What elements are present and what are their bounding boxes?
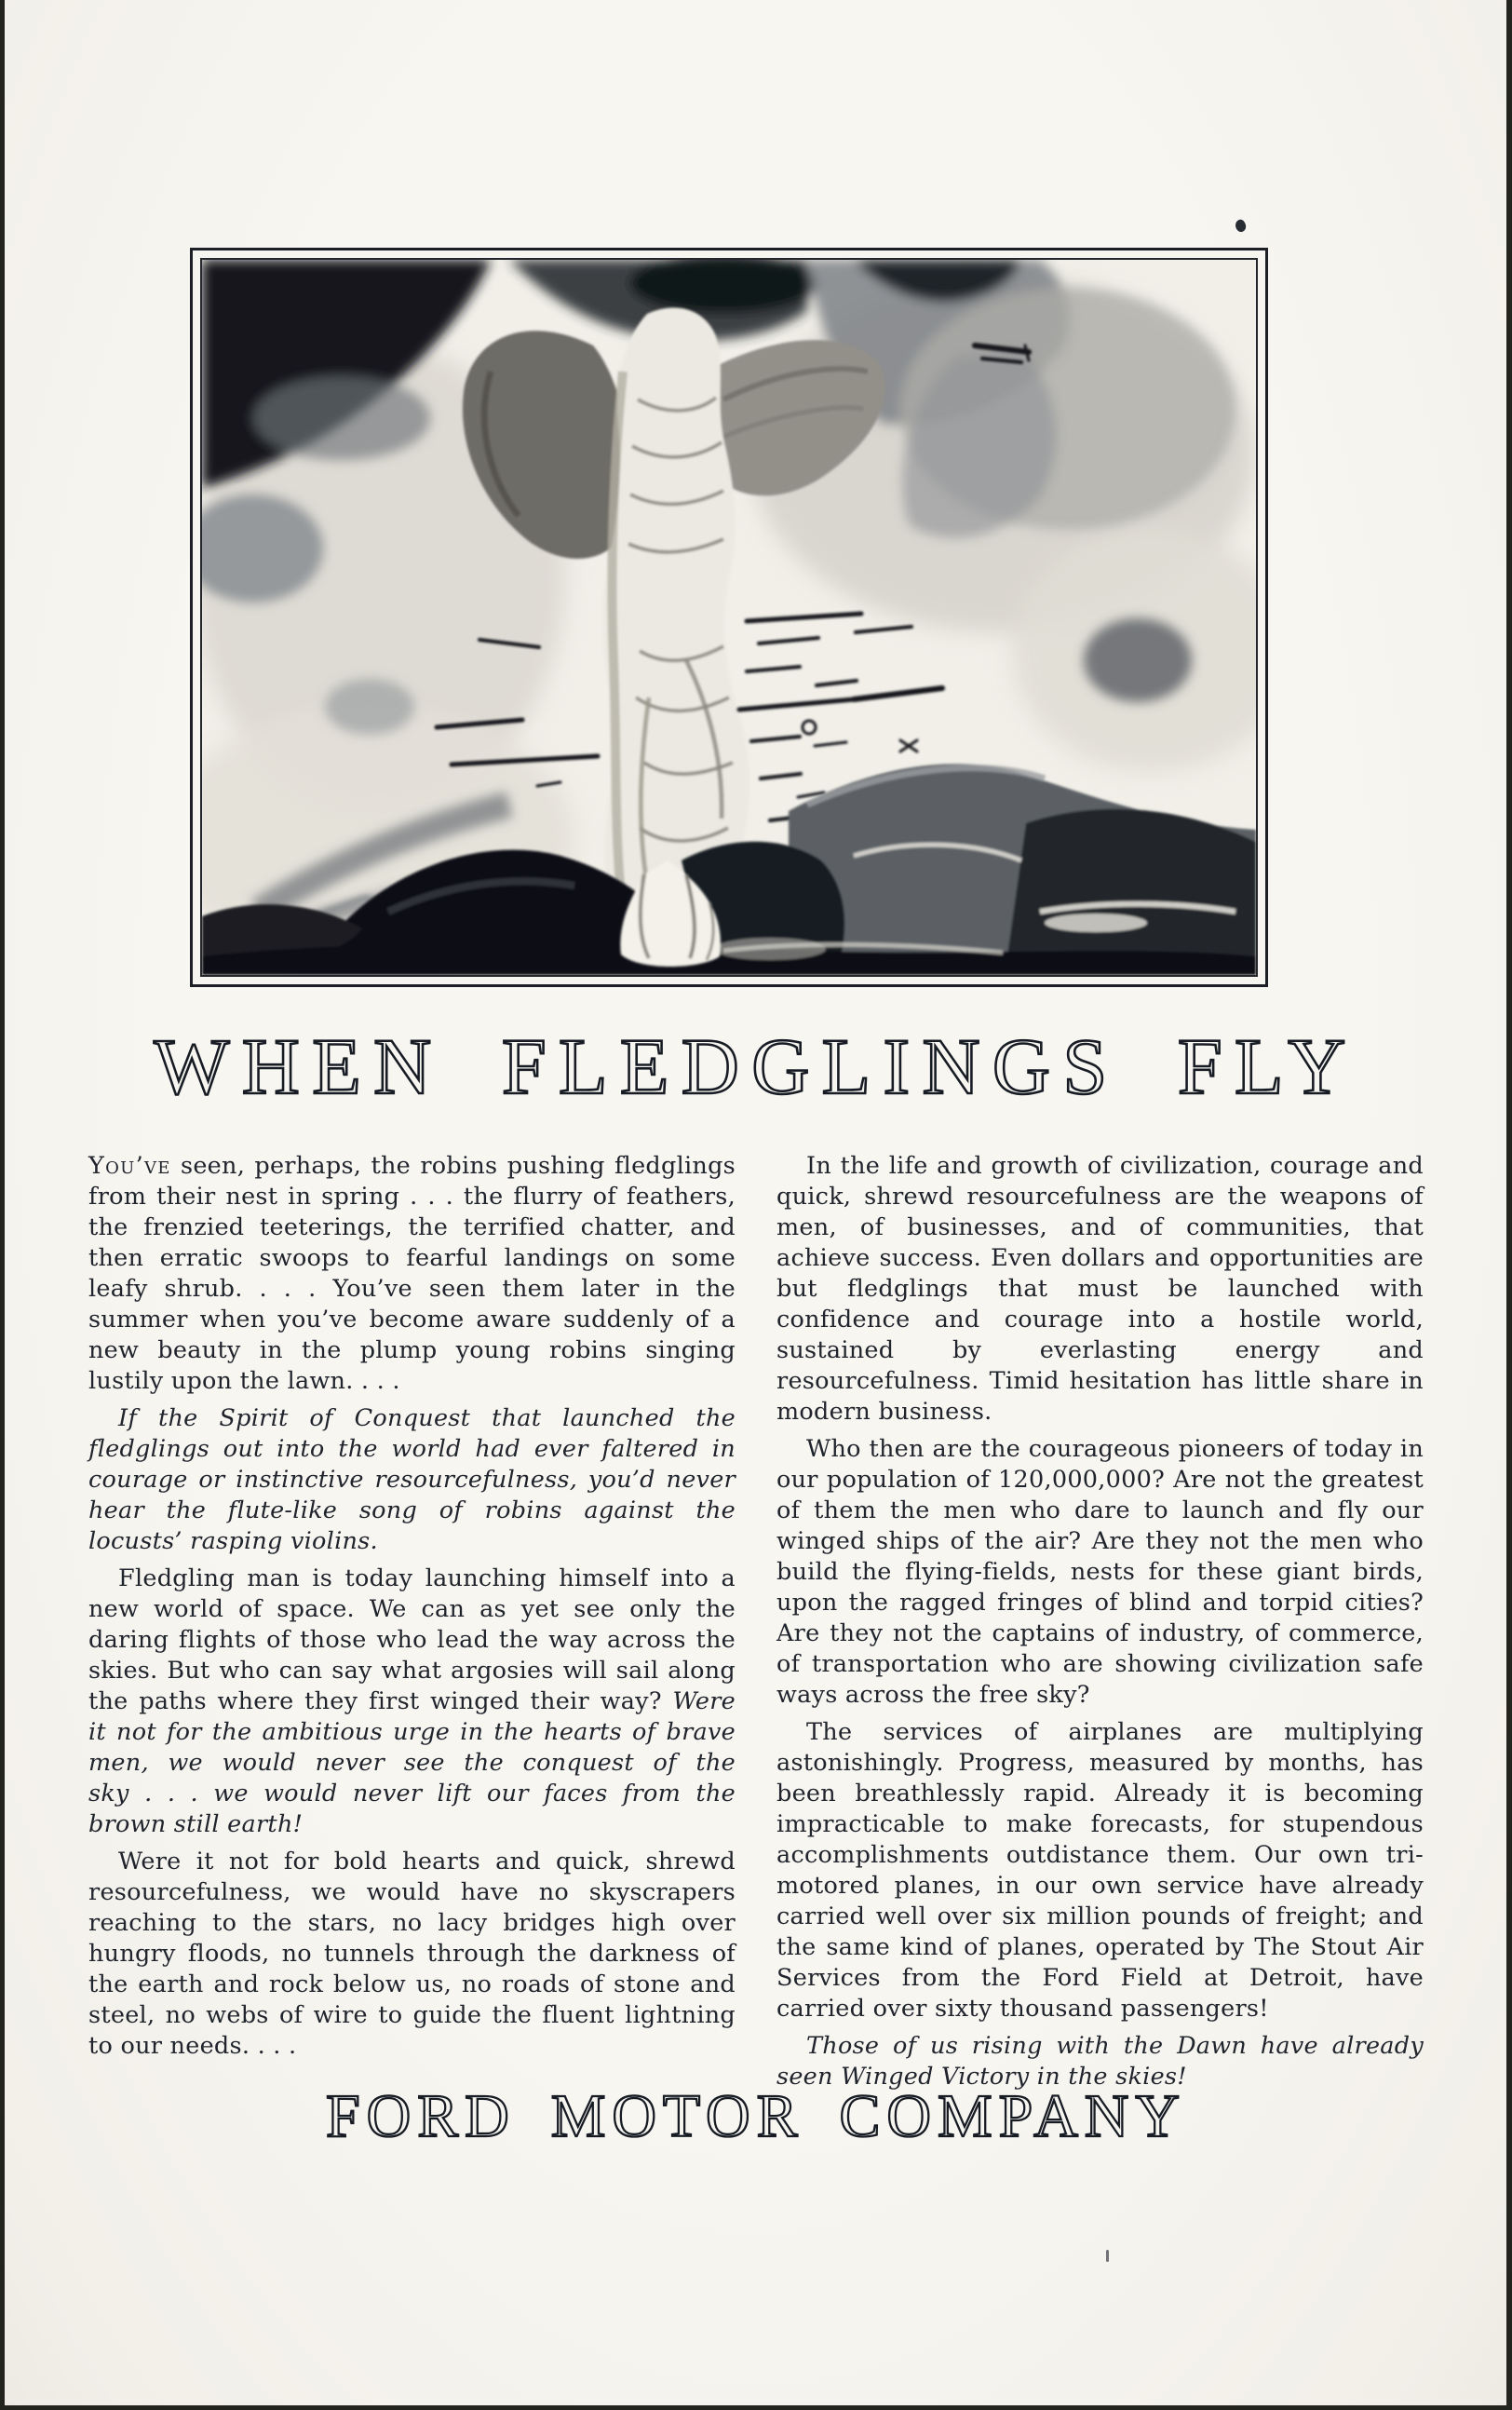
paragraph	[88, 1151, 736, 1397]
paragraph: The services of airplanes are multiplying astonishingly. Progress, measured by months, has been breathlessly rapid. Already it is becoming impracticable to make forecasts, for stupendous accomplishments outdistance them. Our own tri-motored planes, in our own service have already carried well over six million pounds of freight; and the same kind of planes, operated by The Stout Air Services from the Ford Field at Detroit, have carried over sixty thousand passengers!	[776, 1718, 1424, 2023]
lead-word: You’ve	[88, 1152, 171, 1180]
scan-edge-bottom	[0, 2405, 1512, 2410]
ink-speck	[1234, 218, 1249, 234]
scan-edge-left	[0, 0, 5, 2410]
paragraph: If the Spirit of Conquest that launched the fledglings out into the world had ever faltered in courage or instinctive resourcefulness, you’d never hear the flute-like song of robins against the locusts’ rasping violins.	[88, 1404, 736, 1555]
paragraph-text-italic: Were it not for the ambitious urge in the hearts of brave men, we would never see the conquest of the sky . . . we would never lift our faces from the brown still earth!	[88, 1687, 736, 1838]
paragraph-text: Fledgling man is today launching himself into a new world of space. We can as yet see only the daring flights of those who lead the way across the skies. But who can say what argosies will sail along the paths where they first winged their way?	[88, 1564, 736, 1715]
right-column	[776, 1151, 1424, 2099]
winged-victory-illustration	[202, 260, 1256, 975]
paragraph: In the life and growth of civilization, courage and quick, shrewd resourcefulness are the weapons of men, of businesses, and of communities, that achieve success. Even dollars and opportunities are but fledglings that must be launched with confidence and courage into a hostile world, sustained by everlasting energy and resourcefulness. Timid hesitation has little share in modern business.	[776, 1152, 1424, 1426]
page-title: WHEN FLEDGLINGS FLY	[154, 1022, 1358, 1111]
illustration-plate	[190, 248, 1268, 987]
paragraph-text: seen, perhaps, the robins pushing fledglings from their nest in spring . . . the flurry of feathers, the frenzied teeterings, the terrified chatter, and then erratic swoops to fearful landings on some leafy shrub. . . . You’ve seen them later in the summer when you’ve become aware suddenly of a new beauty in the plump young robins singing lustily upon the lawn. . . .	[88, 1152, 736, 1395]
ink-speck	[1106, 2250, 1109, 2262]
illustration-frame	[200, 258, 1258, 977]
company-signature: FORD MOTOR COMPANY	[326, 2082, 1186, 2150]
scan-edge-right	[1506, 0, 1512, 2410]
paragraph	[88, 1564, 736, 1840]
left-column	[88, 1151, 736, 2099]
paragraph: Those of us rising with the Dawn have already seen Winged Victory in the skies!	[776, 2032, 1424, 2091]
body-columns	[88, 1151, 1424, 2099]
paragraph: Who then are the courageous pioneers of today in our population of 120,000,000? Are not the greatest of them the men who dare to launch and fly our winged ships of the air? Are they not the men who build the flying-fields, nests for these giant birds, upon the ragged fringes of blind and torpid cities? Are they not the captains of industry, of commerce, of transportation who are showing civilization safe ways across the free sky?	[776, 1435, 1424, 1709]
paragraph: Were it not for bold hearts and quick, shrewd resourcefulness, we would have no skyscrapers reaching to the stars, no lacy bridges high over hungry floods, no tunnels through the darkness of the earth and rock below us, no roads of stone and steel, no webs of wire to guide the fluent lightning to our needs. . . .	[88, 1848, 736, 2060]
